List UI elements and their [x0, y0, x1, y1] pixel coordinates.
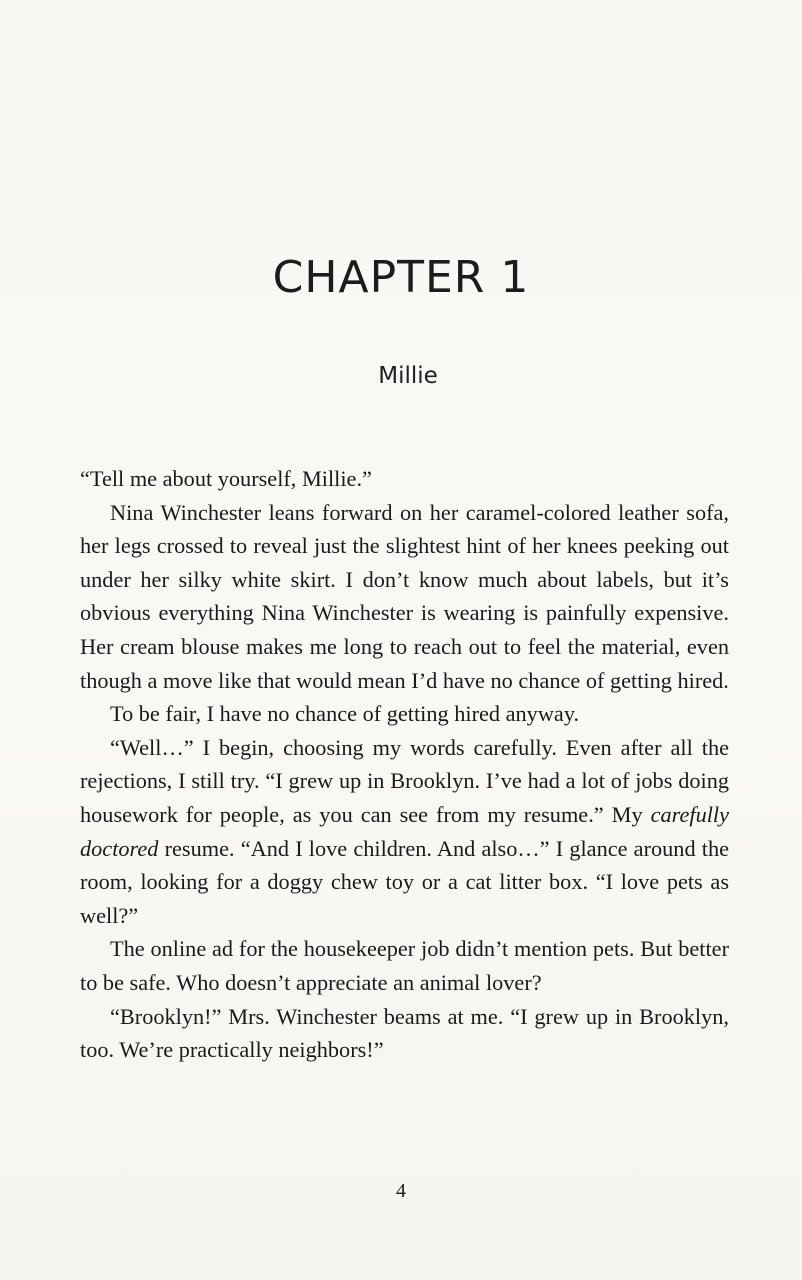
paragraph: “Brooklyn!” Mrs. Winchester beams at me. “I grew up in Brooklyn, too. We’re practically neighbors!”: [80, 1003, 729, 1063]
paragraph: To be fair, I have no chance of getting hired anyway.: [110, 701, 580, 727]
paragraph: Nina Winchester leans forward on her caramel-colored leather sofa, her legs crossed to reveal just the slightest hint of her knees peeking out under her silky white skirt. I don’t know much about labels, but it’s obvious everything Nina Winchester is wearing is painfully expensive. Her cream blouse makes me long to reach out to feel the material, even though a move like that would mean I’d have no chance of getting hired.: [80, 499, 729, 693]
italic-emphasis: carefully doctored: [80, 801, 729, 861]
paragraph: The online ad for the housekeeper job didn’t mention pets. But better to be safe. Who doesn’t appreciate an animal lover?: [80, 936, 729, 995]
chapter-heading: CHAPTER 1: [272, 252, 530, 303]
paragraph-text: “Well…” I begin, choosing my words carefully. Even after all the rejections, I still try. “I grew up in Brooklyn. I’ve had a lot of jobs doing housework for people, as you can see from my resume.” My: [80, 734, 729, 827]
paragraph-text: resume. “And I love children. And also…” I glance around the room, looking for a doggy chew toy or a cat litter box. “I love pets as well?”: [80, 835, 729, 928]
chapter-body: [80, 462, 729, 1067]
chapter-narrator: Millie: [378, 363, 438, 389]
paragraph: [80, 731, 729, 933]
paragraph: “Tell me about yourself, Millie.”: [80, 466, 372, 491]
page-number: 4: [396, 1180, 406, 1202]
